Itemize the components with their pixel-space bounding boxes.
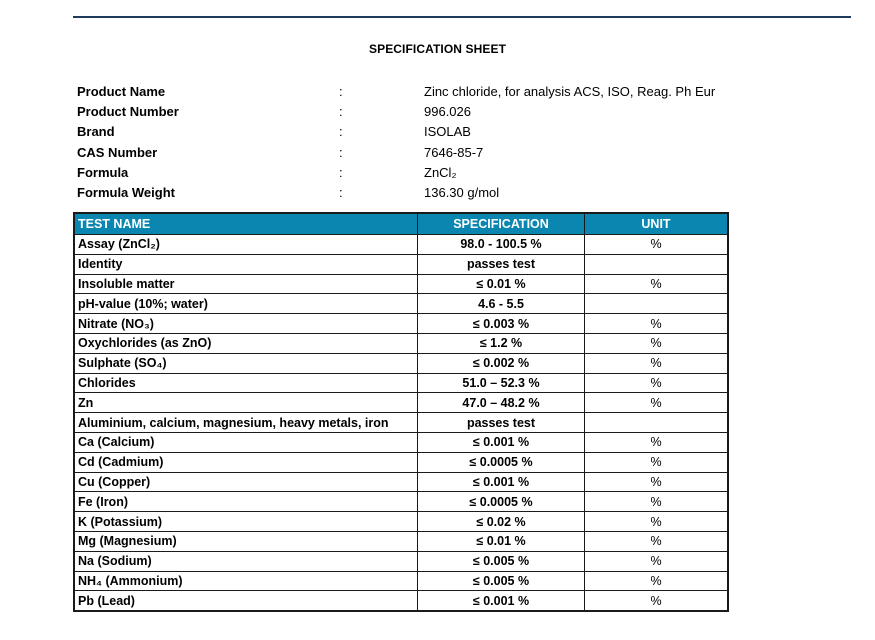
table-row (74, 512, 728, 532)
test-name-cell: pH-value (10%; water) (74, 294, 418, 314)
table-row (74, 393, 728, 413)
specification-cell: ≤ 0.0005 % (418, 452, 585, 472)
info-value: Zinc chloride, for analysis ACS, ISO, Reag. Ph Eur (424, 84, 716, 99)
test-name-cell: NH₄ (Ammonium) (74, 571, 418, 591)
table-row (74, 235, 728, 255)
test-name-cell: Cd (Cadmium) (74, 452, 418, 472)
info-label: Brand (77, 124, 115, 140)
specification-cell: ≤ 0.02 % (418, 512, 585, 532)
specification-cell: passes test (418, 254, 585, 274)
test-name-cell: K (Potassium) (74, 512, 418, 532)
specification-cell: 98.0 - 100.5 % (418, 235, 585, 255)
table-row (74, 531, 728, 551)
info-value: ISOLAB (424, 124, 471, 140)
info-colon: : (339, 84, 343, 99)
unit-cell: % (585, 333, 729, 353)
info-colon: : (339, 164, 343, 180)
test-name-cell: Mg (Magnesium) (74, 531, 418, 551)
info-value: ZnCl₂ (424, 164, 457, 180)
document-title: SPECIFICATION SHEET (368, 42, 507, 56)
test-name-cell: Na (Sodium) (74, 551, 418, 571)
table-body (74, 235, 728, 612)
specification-cell: ≤ 0.001 % (418, 472, 585, 492)
specification-cell: ≤ 0.001 % (418, 432, 585, 452)
header-rule (73, 16, 851, 18)
table-row (74, 254, 728, 274)
unit-cell: % (585, 353, 729, 373)
test-name-cell: Chlorides (74, 373, 418, 393)
info-label: Formula Weight (77, 184, 175, 200)
test-name-cell: Cu (Copper) (74, 472, 418, 492)
table-row (74, 452, 728, 472)
info-colon: : (339, 144, 343, 160)
table-row (74, 413, 728, 433)
unit-cell: % (585, 531, 729, 551)
unit-cell: % (585, 432, 729, 452)
column-header-test-name: TEST NAME (74, 213, 418, 235)
specification-cell: 4.6 - 5.5 (418, 294, 585, 314)
column-header-specification: SPECIFICATION (418, 213, 585, 235)
unit-cell: % (585, 314, 729, 334)
unit-cell (585, 413, 729, 433)
test-name-cell: Identity (74, 254, 418, 274)
test-name-cell: Insoluble matter (74, 274, 418, 294)
specification-cell: ≤ 0.01 % (418, 274, 585, 294)
specification-cell: ≤ 0.002 % (418, 353, 585, 373)
info-label: CAS Number (77, 144, 158, 160)
unit-cell: % (585, 393, 729, 413)
unit-cell: % (585, 571, 729, 591)
info-value: 7646-85-7 (424, 144, 484, 160)
test-name-cell: Sulphate (SO₄) (74, 353, 418, 373)
specification-cell: ≤ 0.005 % (418, 551, 585, 571)
unit-cell (585, 294, 729, 314)
test-name-cell: Aluminium, calcium, magnesium, heavy metals, iron (74, 413, 418, 433)
table-row (74, 353, 728, 373)
info-colon: : (339, 184, 343, 200)
table-row (74, 314, 728, 334)
unit-cell: % (585, 492, 729, 512)
info-label: Formula (77, 164, 129, 180)
unit-cell (585, 254, 729, 274)
specification-cell: ≤ 0.0005 % (418, 492, 585, 512)
table-row (74, 571, 728, 591)
table-row (74, 333, 728, 353)
test-name-cell: Oxychlorides (as ZnO) (74, 333, 418, 353)
unit-cell: % (585, 373, 729, 393)
table-row (74, 492, 728, 512)
specification-table (73, 212, 729, 612)
test-name-cell: Ca (Calcium) (74, 432, 418, 452)
info-colon: : (339, 104, 343, 120)
test-name-cell: Assay (ZnCl₂) (74, 235, 418, 255)
info-value: 996.026 (424, 104, 471, 120)
unit-cell: % (585, 512, 729, 532)
unit-cell: % (585, 452, 729, 472)
column-header-unit: UNIT (585, 213, 729, 235)
table-row (74, 274, 728, 294)
table-row (74, 294, 728, 314)
specification-cell: ≤ 0.003 % (418, 314, 585, 334)
specification-cell: ≤ 0.001 % (418, 591, 585, 611)
table-row (74, 591, 728, 611)
unit-cell: % (585, 274, 729, 294)
table-row (74, 432, 728, 452)
unit-cell: % (585, 235, 729, 255)
unit-cell: % (585, 551, 729, 571)
specification-cell: ≤ 0.005 % (418, 571, 585, 591)
table-row (74, 551, 728, 571)
specification-cell: passes test (418, 413, 585, 433)
table-row (74, 373, 728, 393)
unit-cell: % (585, 591, 729, 611)
unit-cell: % (585, 472, 729, 492)
specification-cell: 47.0 – 48.2 % (418, 393, 585, 413)
table-header-row (74, 213, 728, 235)
test-name-cell: Fe (Iron) (74, 492, 418, 512)
test-name-cell: Nitrate (NO₃) (74, 314, 418, 334)
specification-cell: ≤ 1.2 % (418, 333, 585, 353)
test-name-cell: Pb (Lead) (74, 591, 418, 611)
specification-cell: ≤ 0.01 % (418, 531, 585, 551)
specification-cell: 51.0 – 52.3 % (418, 373, 585, 393)
info-colon: : (339, 124, 343, 140)
table-row (74, 472, 728, 492)
test-name-cell: Zn (74, 393, 418, 413)
info-label: Product Number (77, 104, 179, 120)
info-value: 136.30 g/mol (424, 184, 500, 200)
info-label: Product Name (77, 84, 166, 99)
